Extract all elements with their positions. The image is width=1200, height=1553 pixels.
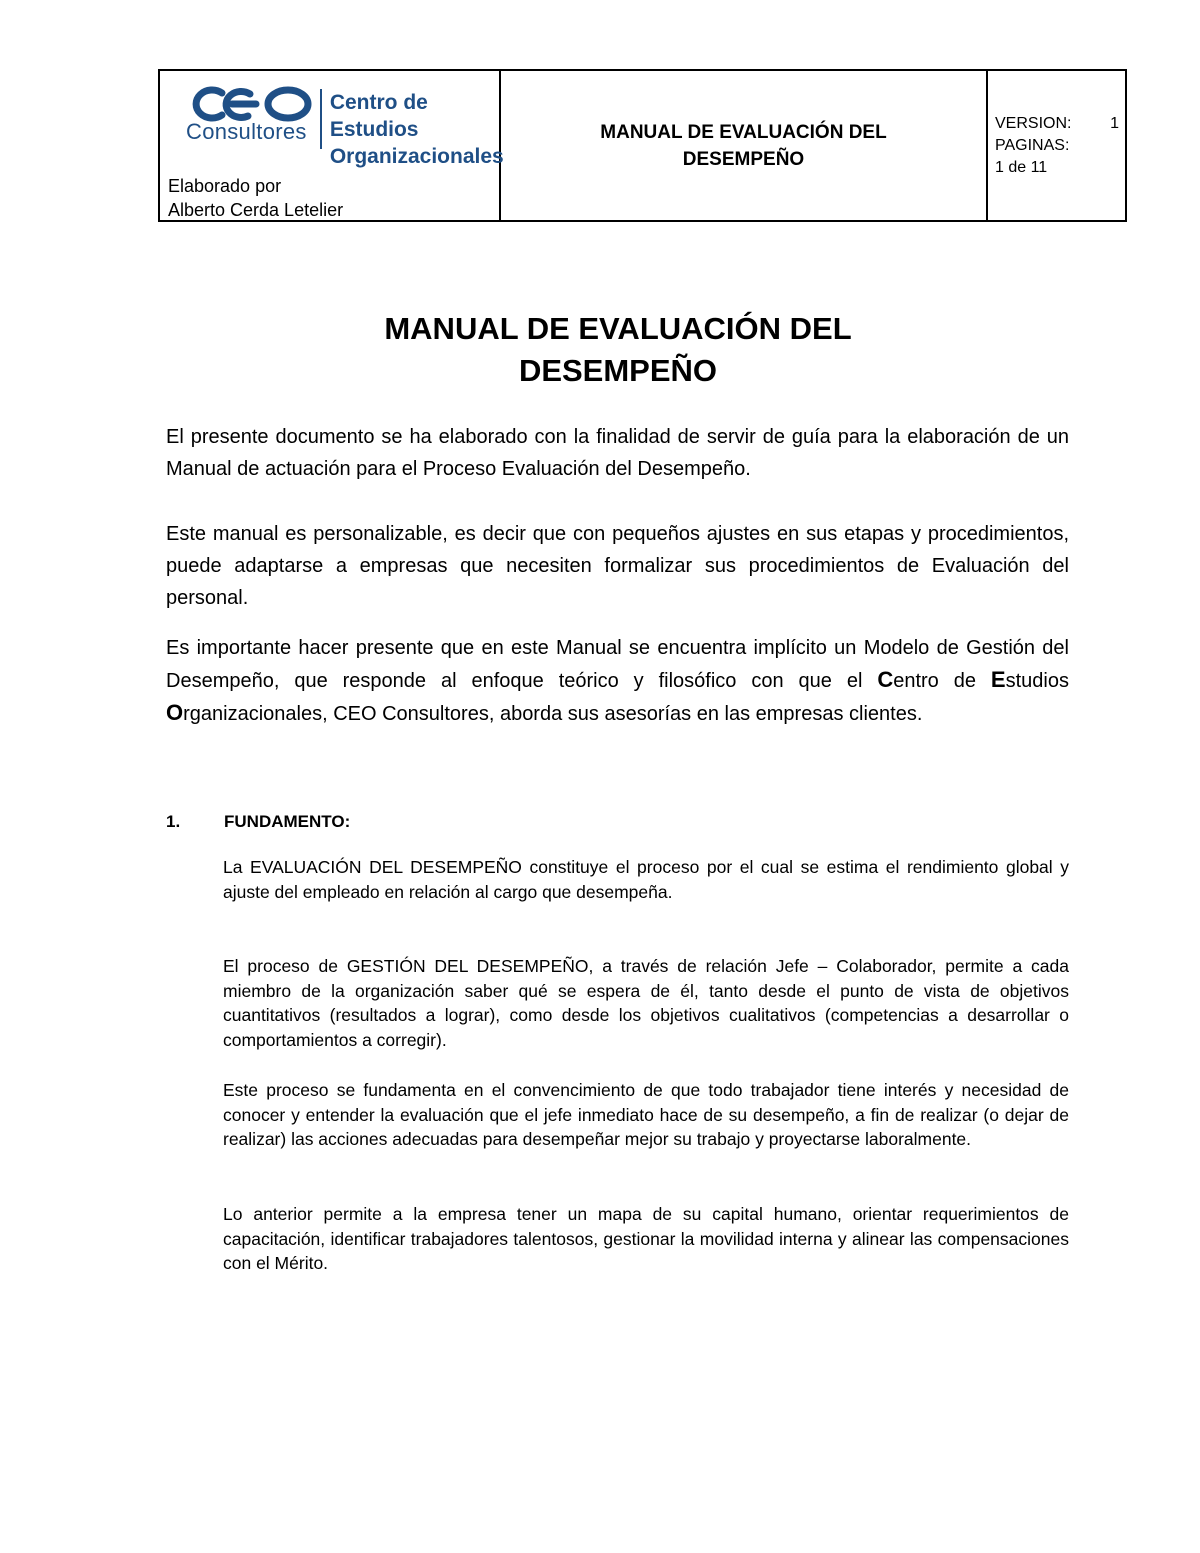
document-title-line-1: MANUAL DE EVALUACIÓN DEL	[384, 311, 852, 346]
intro-p3-text-end: rganizacionales, CEO Consultores, aborda sus asesorías en las empresas clientes.	[183, 703, 923, 725]
section-1-number: 1.	[166, 812, 181, 831]
intro-p3-letter-o: O	[166, 700, 184, 725]
pages-label: PAGINAS:	[995, 137, 1070, 154]
intro-paragraph-1: El presente documento se ha elaborado con la finalidad de servir de guía para la elaboración de un Manual de actuación para el Proceso Evaluación del Desempeño.	[166, 426, 1069, 480]
document-header	[158, 69, 1127, 222]
intro-p3-text-a: Es importante hacer presente que en este Manual se encuentra implícito un Modelo de Gestión del Desempeño, que responde al enfoque teórico y filosófico con que el	[166, 637, 1069, 692]
section-1-heading	[166, 812, 350, 832]
version-row	[995, 113, 1119, 135]
intro-p3-text-e: studios	[1005, 670, 1069, 692]
logo-divider	[320, 89, 322, 149]
intro-paragraph-2: Este manual es personalizable, es decir que con pequeños ajustes en sus etapas y procedimientos, puede adaptarse a empresas que necesiten formalizar sus procedimientos de Evaluación del personal.	[166, 523, 1069, 609]
section-1-title: FUNDAMENTO:	[224, 812, 351, 831]
version-value: 1	[1110, 115, 1119, 132]
logo-line-1: Centro de Estudios	[329, 91, 428, 141]
header-title-cell	[501, 71, 988, 220]
intro-p3-letter-c: C	[877, 667, 894, 692]
document-title	[0, 308, 1200, 392]
version-block	[995, 113, 1119, 179]
version-label: VERSION:	[995, 115, 1072, 132]
intro-paragraph-3	[166, 632, 1069, 730]
section-1-paragraph-2: El proceso de GESTIÓN DEL DESEMPEÑO, a través de relación Jefe – Colaborador, permite a cada miembro de la organización saber qué se espera de él, tanto desde el punto de vista de objetivos cuantitativos (resultados a lograr), como desde los objetivos cualitativos (competencias a desarrollar o comportamientos a corregir).	[223, 956, 1069, 1050]
header-logo-cell	[160, 71, 504, 220]
logo-text	[330, 89, 504, 170]
section-1-paragraph-3: Este proceso se fundamenta en el convencimiento de que todo trabajador tiene interés y necesidad de conocer y entender la evaluación que el jefe inmediato hace de su desempeño, a fin de realizar (o dejar de realizar) las acciones adecuadas para desempeñar mejor su trabajo y proyectarse laboralmente.	[223, 1080, 1069, 1149]
pages-value: 1 de 11	[995, 159, 1048, 176]
author-name: Alberto Cerda Letelier	[168, 200, 344, 220]
ceo-logo-icon	[186, 85, 314, 123]
intro-p3-letter-e: E	[990, 667, 1006, 692]
section-1-paragraph-4: Lo anterior permite a la empresa tener un mapa de su capital humano, orientar requerimientos de capacitación, identificar trabajadores talentosos, gestionar la movilidad interna y alinear las compensaciones con el Mérito.	[223, 1204, 1069, 1273]
header-title-line-1: MANUAL DE EVALUACIÓN DEL	[600, 121, 887, 143]
logo-subtitle: Consultores	[186, 119, 307, 144]
header-title	[600, 119, 886, 173]
header-title-line-2: DESEMPEÑO	[682, 148, 805, 170]
author-block	[168, 174, 343, 222]
header-version-cell	[988, 71, 1125, 220]
document-title-line-2: DESEMPEÑO	[518, 353, 718, 388]
ceo-logo	[186, 85, 504, 170]
logo-mark	[186, 85, 314, 145]
author-label: Elaborado por	[168, 176, 282, 196]
section-1-paragraph-1: La EVALUACIÓN DEL DESEMPEÑO constituye el proceso por el cual se estima el rendimiento global y ajuste del empleado en relación al cargo que desempeña.	[223, 857, 1069, 902]
intro-p3-text-c: entro de	[893, 670, 991, 692]
logo-line-2: Organizacionales	[329, 145, 504, 168]
